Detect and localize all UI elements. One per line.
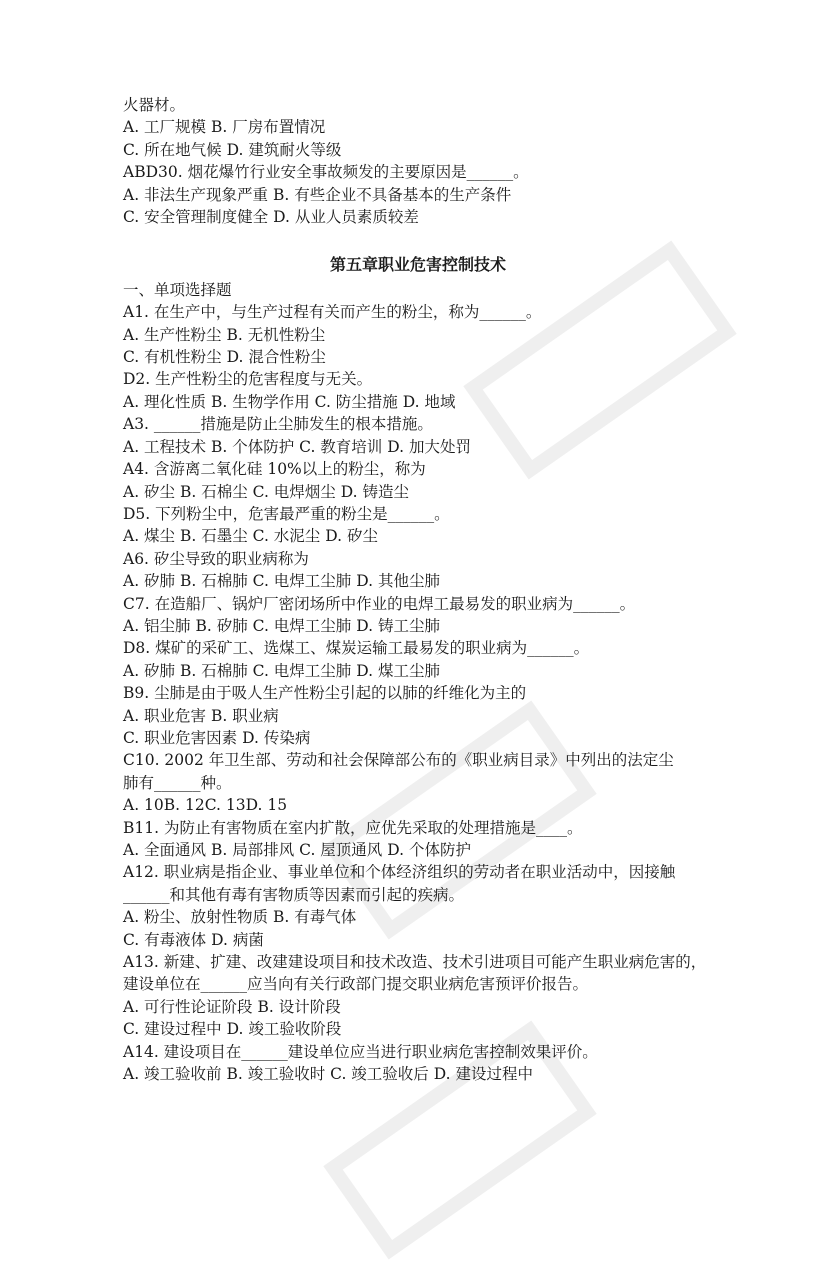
text-line: A. 煤尘 B. 石墨尘 C. 水泥尘 D. 矽尘 <box>123 527 378 546</box>
text-line: 一、单项选择题 <box>123 280 232 299</box>
text-line: A. 矽肺 B. 石棉肺 C. 电焊工尘肺 D. 煤工尘肺 <box>123 661 440 680</box>
text-line: C10. 2002 年卫生部、劳动和社会保障部公布的《职业病目录》中列出的法定尘 <box>123 751 674 770</box>
text-line: A. 可行性论证阶段 B. 设计阶段 <box>123 997 341 1016</box>
text-line: A13. 新建、扩建、改建建设项目和技术改造、技术引进项目可能产生职业病危害的， <box>123 953 707 972</box>
text-line: A. 非法生产现象严重 B. 有些企业不具备基本的生产条件 <box>123 185 512 204</box>
text-line: C. 所在地气候 D. 建筑耐火等级 <box>123 140 342 159</box>
text-line: A. 工厂规模 B. 厂房布置情况 <box>123 118 326 137</box>
text-line: B9. 尘肺是由于吸人生产性粉尘引起的以肺的纤维化为主的 <box>123 684 527 703</box>
document-body <box>123 94 713 1085</box>
text-line: A6. 矽尘导致的职业病称为 <box>123 549 309 568</box>
text-line: A. 工程技术 B. 个体防护 C. 教育培训 D. 加大处罚 <box>123 437 471 456</box>
text-line: 建设单位在______应当向有关行政部门提交职业病危害预评价报告。 <box>123 975 589 994</box>
text-line: D2. 生产性粉尘的危害程度与无关。 <box>123 370 373 389</box>
text-line: A. 铝尘肺 B. 矽肺 C. 电焊工尘肺 D. 铸工尘肺 <box>123 616 440 635</box>
text-line: A. 矽肺 B. 石棉肺 C. 电焊工尘肺 D. 其他尘肺 <box>123 572 440 591</box>
text-line: A. 10B. 12C. 13D. 15 <box>123 796 288 815</box>
chapter-title: 第五章职业危害控制技术 <box>329 255 506 275</box>
text-line: C. 有机性粉尘 D. 混合性粉尘 <box>123 348 326 367</box>
text-line: D8. 煤矿的采矿工、选煤工、煤炭运输工最易发的职业病为______。 <box>123 639 590 658</box>
text-line: C. 安全管理制度健全 D. 从业人员素质较差 <box>123 208 419 227</box>
text-line: A3. ______措施是防止尘肺发生的根本措施。 <box>123 415 433 434</box>
text-line: A. 粉尘、放射性物质 B. 有毒气体 <box>123 908 357 927</box>
text-line: A. 职业危害 B. 职业病 <box>123 706 279 725</box>
text-line: 肺有______种。 <box>123 773 232 792</box>
text-line: A1. 在生产中，与生产过程有关而产生的粉尘，称为______。 <box>123 303 542 322</box>
text-line: A. 生产性粉尘 B. 无机性粉尘 <box>123 325 326 344</box>
text-line: D5. 下列粉尘中，危害最严重的粉尘是______。 <box>123 504 450 523</box>
text-line: 火器材。 <box>123 96 186 114</box>
text-line: C7. 在造船厂、锅炉厂密闭场所中作业的电焊工最易发的职业病为______。 <box>123 594 636 613</box>
text-line: C. 有毒液体 D. 病菌 <box>123 930 264 949</box>
text-line: C. 建设过程中 D. 竣工验收阶段 <box>123 1020 342 1039</box>
text-line: A12. 职业病是指企业、事业单位和个体经济组织的劳动者在职业活动中，因接触 <box>123 863 676 882</box>
text-line: A. 竣工验收前 B. 竣工验收时 C. 竣工验收后 D. 建设过程中 <box>123 1065 533 1084</box>
text-line: A. 理化性质 B. 生物学作用 C. 防尘措施 D. 地域 <box>123 392 456 411</box>
text-line: C. 职业危害因素 D. 传染病 <box>123 728 311 747</box>
text-line: ______和其他有毒有害物质等因素而引起的疾病。 <box>123 885 465 904</box>
text-line: B11. 为防止有害物质在室内扩散，应优先采取的处理措施是____。 <box>123 818 583 837</box>
text-line: A. 全面通风 B. 局部排风 C. 屋顶通风 D. 个体防护 <box>123 841 471 859</box>
text-line: A4. 含游离二氧化硅 10%以上的粉尘，称为 <box>123 460 426 479</box>
section-spacer <box>123 228 713 254</box>
text-line: A14. 建设项目在______建设单位应当进行职业病危害控制效果评价。 <box>123 1042 598 1061</box>
text-line: A. 矽尘 B. 石棉尘 C. 电焊烟尘 D. 铸造尘 <box>123 482 409 501</box>
text-line: ABD30. 烟花爆竹行业安全事故频发的主要原因是______。 <box>123 163 529 182</box>
